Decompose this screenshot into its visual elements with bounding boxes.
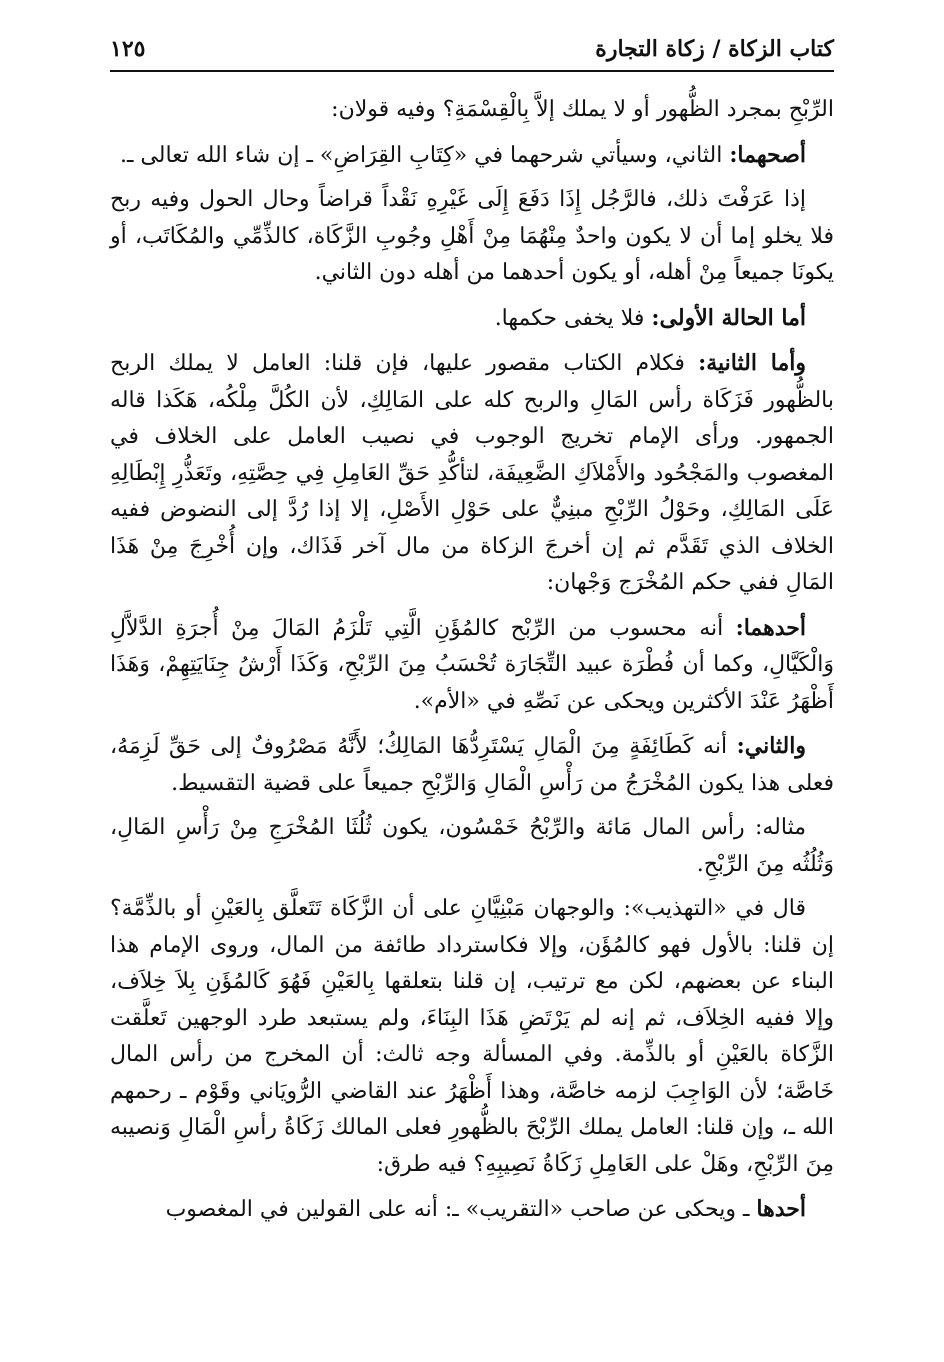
paragraph-lead: أحدهما: xyxy=(735,614,806,641)
paragraph-lead: أحدها xyxy=(756,1196,806,1222)
page-body xyxy=(110,92,834,1237)
paragraph-1 xyxy=(110,92,834,129)
paragraph-text: الثاني، وسيأتي شرحهما في «كِتَابِ القِرَاضِ» ـ إن شاء الله تعالى ـ. xyxy=(119,142,730,168)
paragraph-2 xyxy=(110,137,834,175)
paragraph-text: قال في «التهذيب»: والوجهان مَبْنِيَّانِ على أن الزَّكَاة تَتَعلَّق بِالعَيْنِ أو بالذِّمَّة؟ إن قلنا: بالأول فهو كالمُؤَن، وإلا فكاسترداد طائفة من المال، وروى الإمام هذا البناء عن بعضهم، لكن مع ترتيب، إن قلنا بتعلقها بِالعَيْنِ فَهُوَ كَالمُؤَنِ بِلاَ خِلاَف، وإلا ففيه الخِلاَف، ثم إنه لم يَرْتَضِ هَذَا البِنَاءَ، ولم يستبعد طرد الوجهين تَعلَّقت الزَّكاة بالعَيْنِ أو بالذِّمة. وفي المسألة وجه ثالث: أن المخرج من رأس المال خَاصَّة؛ لأن الوَاجِبَ لزمه خاصَّة، وهذا أَظْهَرُ عند القاضي الرُّويَاني وقَوْم ـ رحمهم الله ـ، وإن قلنا: العامل يملك الرِّبْحَ بالظُّهورِ فعلى المالك زَكَاةُ رأسِ الْمَالِ وَنصيبه مِنَ الرِّبْحِ، وهَلْ على العَامِلِ زَكَاةُ نَصِيبِهِ؟ فيه طرق: xyxy=(110,896,834,1177)
page-header xyxy=(110,28,834,72)
paragraph-4 xyxy=(110,300,834,338)
paragraph-text: مثاله: رأس المال مَائة والرِّبْحُ خَمْسُون، يكون ثُلُثَا المُخْرَجِ مِنْ رَأْسِ المَالِ، وَثُلُثُه مِنَ الرِّبْحِ. xyxy=(110,815,834,877)
paragraph-text: ـ ويحكى عن صاحب «التقريب» ـ: أنه على القولين في المغصوب xyxy=(165,1197,757,1222)
paragraph-lead: أما الحالة الأولى: xyxy=(651,304,806,331)
paragraph-text: الرِّبْحِ بمجرد الظُّهور أو لا يملك إلاَّ بِالْقِسْمَةِ؟ وفيه قولان: xyxy=(331,97,834,122)
paragraph-3 xyxy=(110,182,834,292)
paragraph-text: إذا عَرَفْتَ ذلك، فالرَّجُل إِذَا دَفَعَ إِلَى غَيْرِهِ نَقْداً قراضاً وحال الحول وفيه ربح فلا يخلو إما أن لا يكون واحدٌ مِنْهُمَا مِنْ أَهْلِ وجُوبِ الزَّكَاة، كالذِّمِّي والمُكَاتَب، أو يكونَا جميعاً مِنْ أهله، أو يكون أحدهما من أهله دون الثاني. xyxy=(110,187,834,285)
paragraph-5 xyxy=(110,345,834,602)
paragraph-10 xyxy=(110,1191,834,1229)
paragraph-lead: والثاني: xyxy=(736,733,806,759)
paragraph-7 xyxy=(110,728,834,802)
paragraph-8 xyxy=(110,810,834,883)
paragraph-text: فكلام الكتاب مقصور عليها، فإن قلنا: العامل لا يملك الربح بالظُّهور فَزَكَاة رأس المَالِ والربح كله على المَالِكِ، لأن الكُلَّ مِلْكُه، هَكَذا قاله الجمهور. ورأى الإمام تخريج الوجوب في نصيب العامل على الخلاف في المغصوب والمَجْحُود والأَمْلاَكِ الضَّعِيفَة، لتأكُّدِ حَقِّ العَامِلِ فِي حِصَّتِهِ، وتَعَذُّرِ إِبْطَالِهِ عَلَى المَالِكِ، وحَوْلُ الرِّبْحِ مبنِيٌّ على حَوْلِ الأَصْلِ، إلا إذا رُدَّ إلى النضوض ففيه الخلاف الذي تَقَدَّم ثم إن أخرجَ الزكاة من مال آخر فَذَاك، وإن أُخْرِجَ مِنْ هَذَا المَالِ ففي حكم المُخْرَج وَجْهان: xyxy=(110,351,834,595)
page-number: ١٢٥ xyxy=(110,36,146,62)
paragraph-lead: وأما الثانية: xyxy=(698,350,807,376)
paragraph-6 xyxy=(110,610,834,721)
paragraph-text: أنه محسوب من الرِّبْح كالمُؤَنِ الَّتِي تَلْزَمُ المَالَ مِنْ أُجرَةِ الدَّلاَّلِ وَالْكَيَّالِ، وكما أن فُطْرَة عبيد التِّجَارَة تُحْسَبُ مِنَ الرِّبْحِ، وَكَذَا أَرْشُ جِنَايَتِهِمْ، وَهَذَا أَظْهَرُ عَنْدَ الأكثرين ويحكى عن نَصِّهِ في «الأم». xyxy=(110,615,834,714)
paragraph-text: فلا يخفى حكمها. xyxy=(494,305,652,331)
running-title: كتاب الزكاة / زكاة التجارة xyxy=(595,36,834,62)
paragraph-lead: أصحهما: xyxy=(729,141,806,168)
paragraph-9 xyxy=(110,891,834,1183)
paragraph-text: أنه كَطَائِفَةٍ مِنَ الْمَالِ يَسْتَرِدُّهَا المَالِكُ؛ لأَنَّهُ مَصْرُوفٌ إلى حَقِّ لَزِمَهُ، فعلى هذا يكون المُخْرَجُ من رَأْسِ الْمَالِ وَالرِّبْحِ جميعاً على قضية التقسيط. xyxy=(110,734,834,796)
